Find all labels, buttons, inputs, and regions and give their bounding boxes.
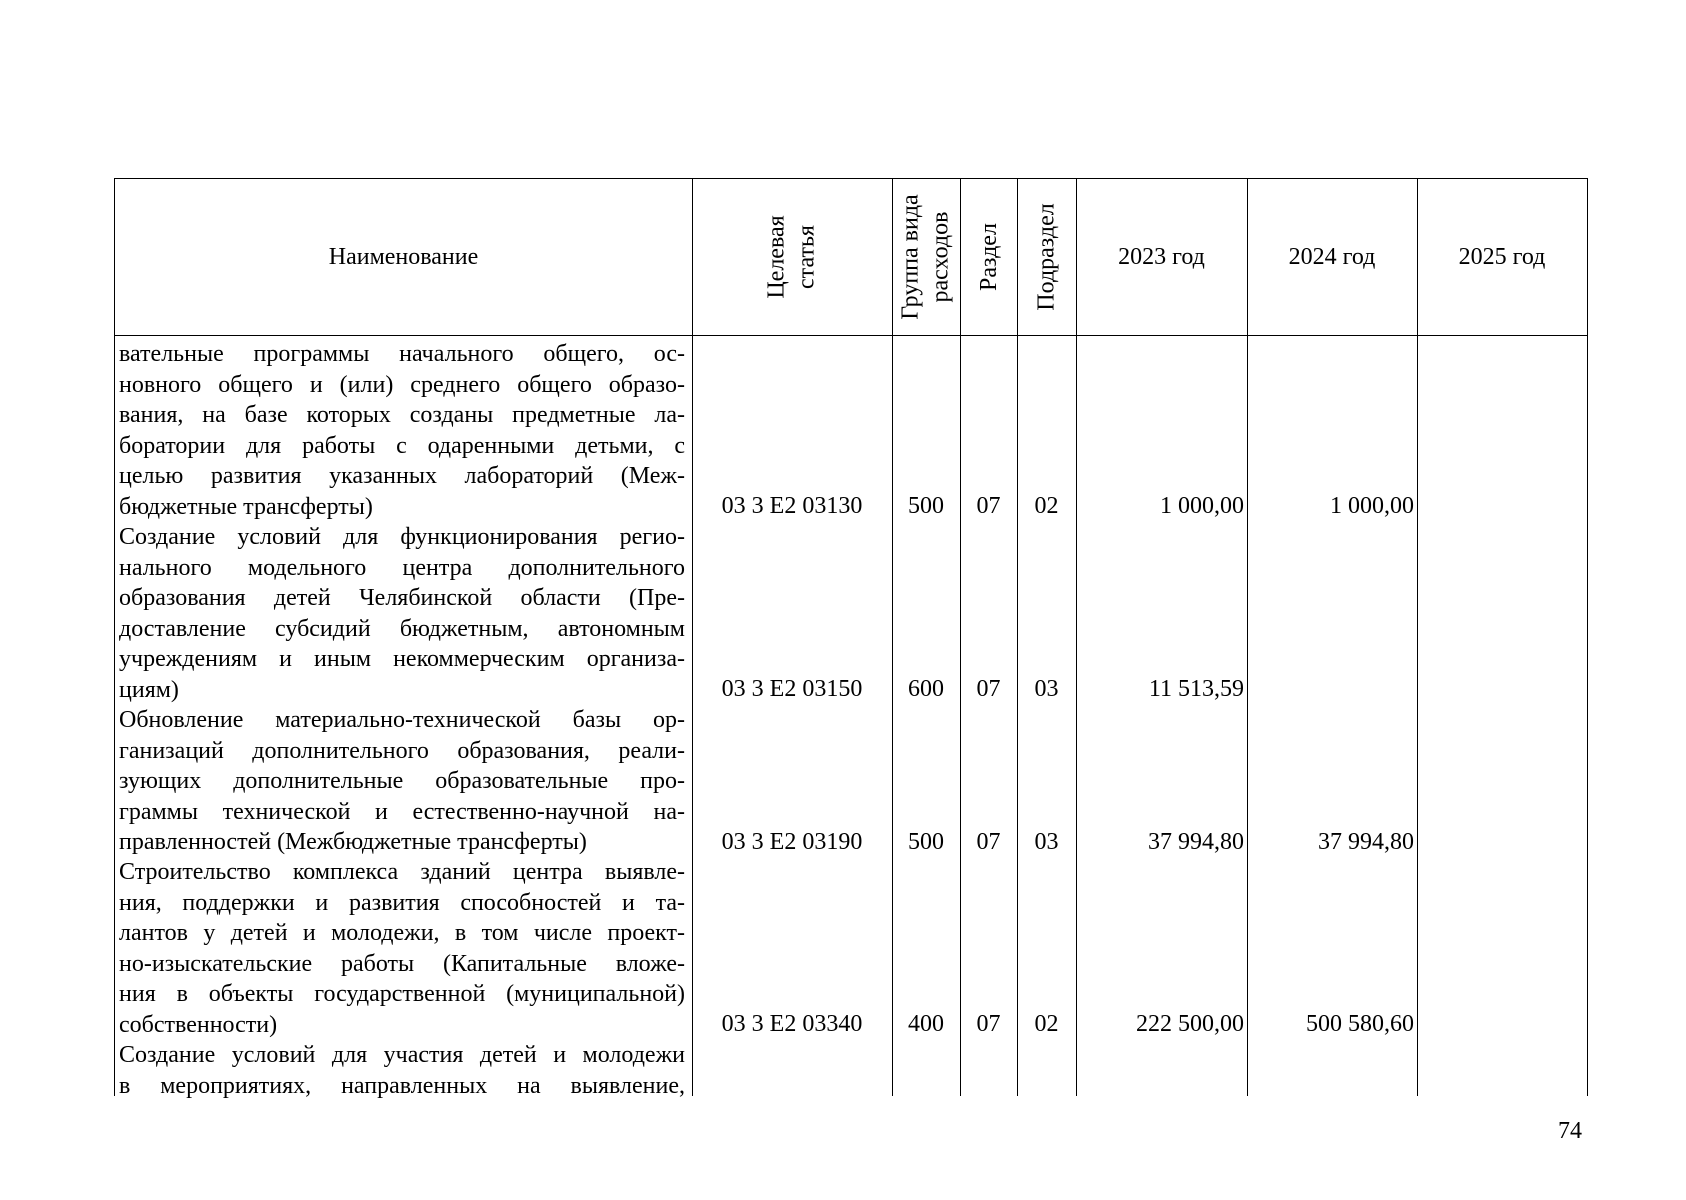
row-name-line: новного общего и (или) среднего общего образо- xyxy=(119,371,685,398)
header-target xyxy=(692,179,892,335)
row-name-line: но-изыскательские работы (Капитальные вложе- xyxy=(119,950,685,977)
row-name-line: Строительство комплекса зданий центра выявле- xyxy=(119,859,685,885)
row-name-line: ния в объекты государственной (муниципальной) xyxy=(119,981,685,1007)
header-expense-group-text xyxy=(896,194,956,319)
header-expense-group-line2: расходов xyxy=(928,211,954,303)
row-subsection: 03 xyxy=(1034,829,1059,855)
header-target-text xyxy=(762,215,822,298)
row-name-line: бюджетные трансферты) xyxy=(119,493,373,520)
row-expense-group: 500 xyxy=(908,829,944,855)
row-name-line: боратории для работы с одаренными детьми, с xyxy=(119,432,685,459)
row-2023: 222 500,00 xyxy=(1136,1011,1244,1037)
row-target: 03 3 Е2 03150 xyxy=(721,676,863,702)
row-name-line: граммы технической и естественно-научной на- xyxy=(119,798,685,825)
row-name xyxy=(119,522,685,705)
row-2024: 1 000,00 xyxy=(1330,493,1414,519)
header-section-text xyxy=(974,223,1004,291)
row-subsection: 02 xyxy=(1034,1011,1059,1037)
budget-table xyxy=(114,178,1588,1099)
table-header xyxy=(115,179,1587,336)
row-name-line: образования детей Челябинской области (Пре- xyxy=(119,585,685,611)
page-number: 74 xyxy=(1558,1118,1582,1144)
header-2024-text: 2024 год xyxy=(1288,244,1376,270)
row-name xyxy=(119,857,685,1040)
row-name-line: правленностей (Межбюджетные трансферты) xyxy=(119,829,587,855)
row-2023: 11 513,59 xyxy=(1148,676,1244,702)
row-expense-group: 600 xyxy=(908,676,944,702)
row-name-line: нального модельного центра дополнительного xyxy=(119,554,685,581)
header-name-text: Наименование xyxy=(328,244,479,270)
header-subsection xyxy=(1017,179,1076,335)
row-name-line: вательные программы начального общего, ос- xyxy=(119,341,685,367)
row-name-line: Создание условий для функционирования регио- xyxy=(119,524,685,550)
row-target: 03 3 Е2 03130 xyxy=(721,493,863,519)
row-section: 07 xyxy=(976,829,1001,855)
header-section-line: Раздел xyxy=(975,223,1002,291)
row-2024: 500 580,60 xyxy=(1306,1011,1414,1037)
header-target-line1: Целевая xyxy=(763,215,790,299)
row-name-line: циям) xyxy=(119,676,179,703)
row-target: 03 3 Е2 03190 xyxy=(721,829,863,855)
row-name-line: ганизаций дополнительного образования, реали- xyxy=(119,737,685,764)
header-expense-group-line1: Группа вида xyxy=(898,194,924,320)
row-name xyxy=(119,1040,685,1101)
row-name-line: Обновление материально-технической базы ор- xyxy=(119,707,685,733)
row-name-line: ния, поддержки и развития способностей и та- xyxy=(119,889,685,916)
row-name-line: Создание условий для участия детей и молодежи xyxy=(119,1042,685,1068)
row-name xyxy=(119,339,685,522)
header-target-line2: статья xyxy=(793,225,820,289)
header-expense-group xyxy=(892,179,960,335)
row-name-line: лантов у детей и молодежи, в том числе проект- xyxy=(119,920,685,946)
row-name-line: учреждениям и иным некоммерческим организа- xyxy=(119,646,685,672)
row-subsection: 02 xyxy=(1034,493,1059,519)
row-name-line: собственности) xyxy=(119,1011,278,1038)
row-subsection: 03 xyxy=(1034,676,1059,702)
row-name-line: целью развития указанных лабораторий (Меж- xyxy=(119,463,685,489)
row-name xyxy=(119,705,685,858)
row-name-line: в мероприятиях, направленных на выявление, xyxy=(119,1072,685,1099)
header-2023 xyxy=(1076,179,1247,335)
row-target: 03 3 Е2 03340 xyxy=(721,1011,863,1037)
header-name xyxy=(115,179,692,335)
row-section: 07 xyxy=(976,676,1001,702)
header-2024 xyxy=(1247,179,1417,335)
row-expense-group: 500 xyxy=(908,493,944,519)
row-expense-group: 400 xyxy=(908,1011,944,1037)
row-section: 07 xyxy=(976,493,1001,519)
row-2023: 1 000,00 xyxy=(1160,493,1244,519)
row-name-line: доставление субсидий бюджетным, автономным xyxy=(119,615,685,642)
row-name-line: вания, на базе которых созданы предметные ла- xyxy=(119,402,685,428)
header-subsection-text xyxy=(1032,203,1062,310)
header-2023-text: 2023 год xyxy=(1118,244,1205,270)
header-subsection-line: Подраздел xyxy=(1033,203,1060,311)
row-2023: 37 994,80 xyxy=(1148,829,1244,855)
header-2025 xyxy=(1417,179,1587,335)
row-2024: 37 994,80 xyxy=(1318,829,1414,855)
header-2025-text: 2025 год xyxy=(1458,244,1546,270)
header-section xyxy=(960,179,1017,335)
row-section: 07 xyxy=(976,1011,1001,1037)
row-name-line: зующих дополнительные образовательные про- xyxy=(119,768,685,794)
